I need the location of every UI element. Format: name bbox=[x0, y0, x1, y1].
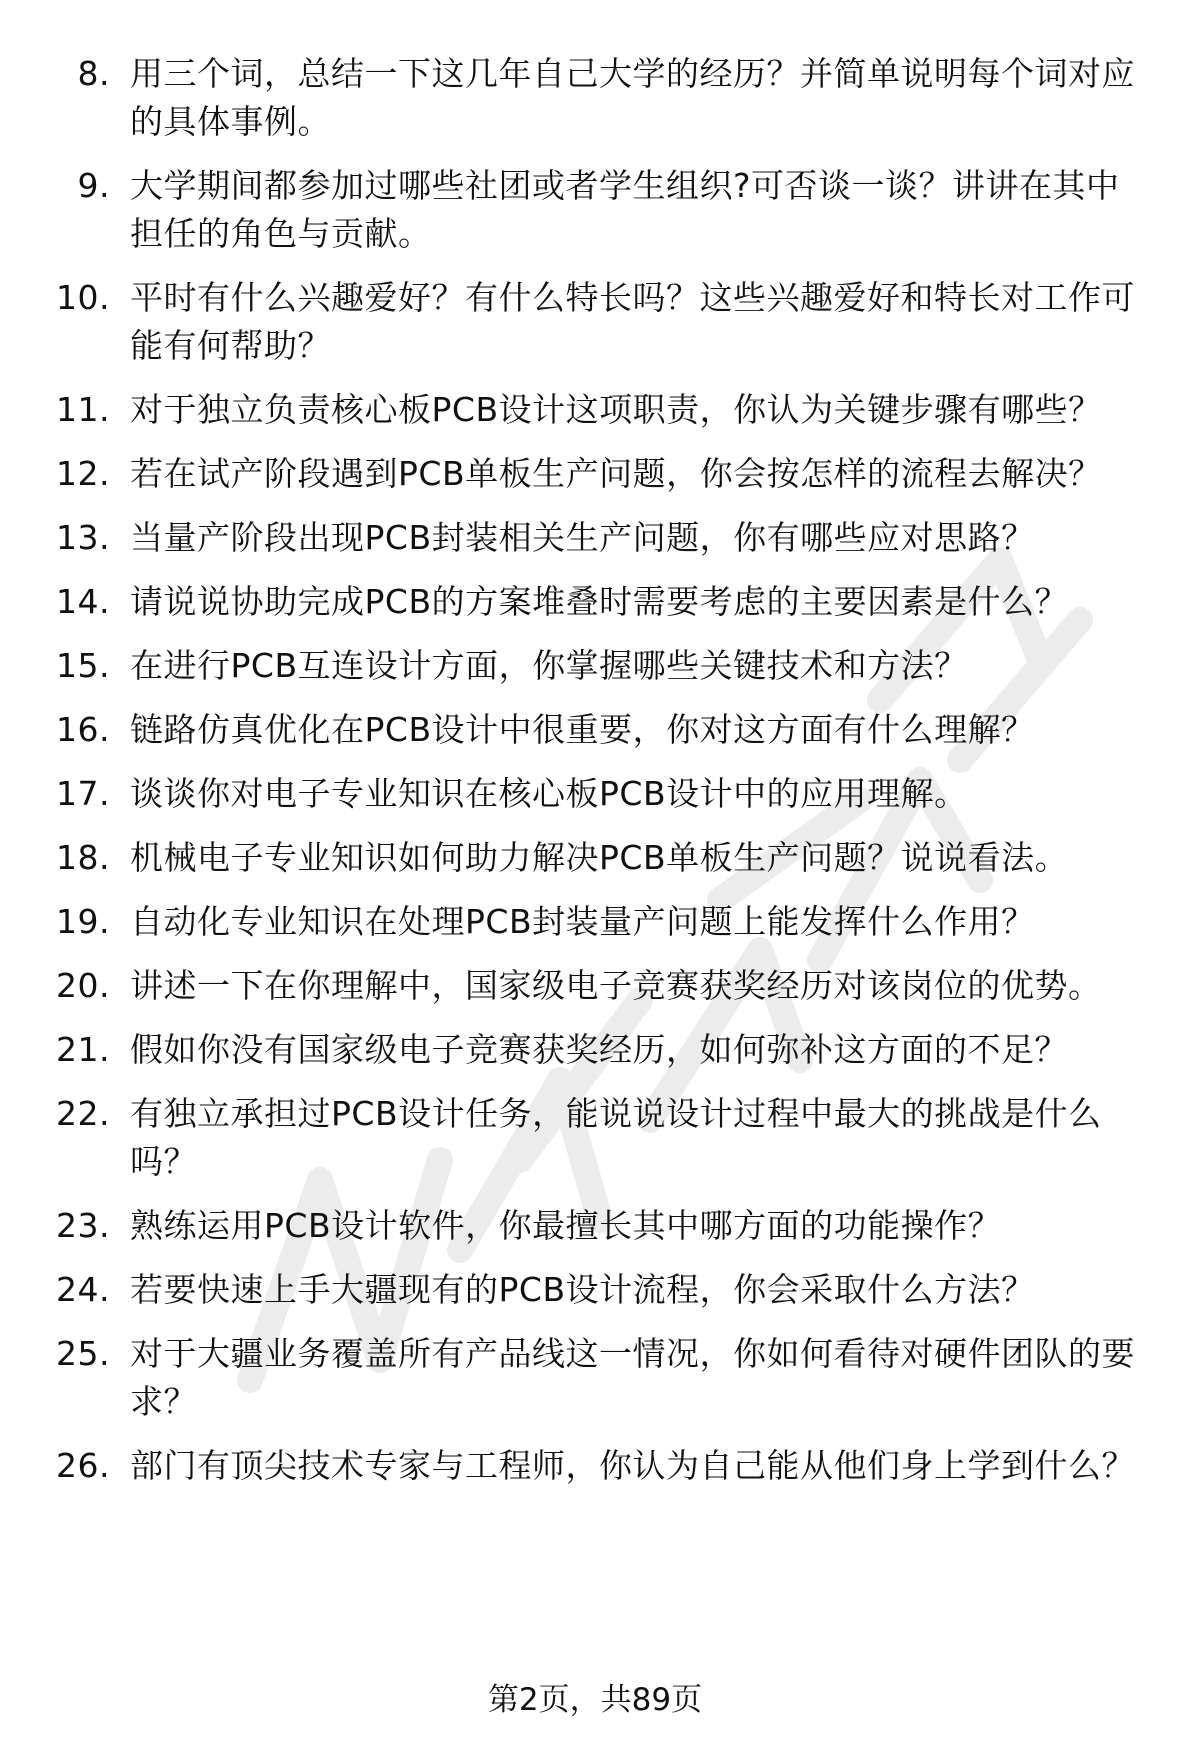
list-item bbox=[0, 1026, 1190, 1074]
question-number: 20. bbox=[56, 966, 110, 1005]
page-footer: 第2页，共89页 bbox=[487, 1682, 703, 1718]
question-text: 部门有顶尖技术专家与工程师，你认为自己能从他们身上学到什么？ bbox=[130, 1446, 1135, 1485]
question-number: 22. bbox=[56, 1094, 110, 1133]
question-text: 自动化专业知识在处理PCB封装量产问题上能发挥什么作用？ bbox=[130, 902, 1035, 941]
list-item bbox=[0, 962, 1190, 1010]
question-number: 23. bbox=[56, 1206, 110, 1245]
list-item bbox=[0, 50, 1190, 146]
list-item bbox=[0, 706, 1190, 754]
question-text: 谈谈你对电子专业知识在核心板PCB设计中的应用理解。 bbox=[130, 774, 968, 813]
list-item bbox=[0, 1202, 1190, 1250]
question-number: 19. bbox=[56, 902, 110, 941]
question-text: 熟练运用PCB设计软件，你最擅长其中哪方面的功能操作？ bbox=[130, 1206, 1002, 1245]
question-number: 10. bbox=[56, 278, 110, 317]
list-item bbox=[0, 514, 1190, 562]
question-text: 平时有什么兴趣爱好？有什么特长吗？这些兴趣爱好和特长对工作可能有何帮助？ bbox=[130, 278, 1135, 365]
question-number: 8. bbox=[77, 54, 110, 93]
question-number: 9. bbox=[77, 166, 110, 205]
list-item bbox=[0, 386, 1190, 434]
question-number: 16. bbox=[56, 710, 110, 749]
question-text: 对于独立负责核心板PCB设计这项职责，你认为关键步骤有哪些？ bbox=[130, 390, 1102, 429]
list-item bbox=[0, 274, 1190, 370]
question-number: 21. bbox=[56, 1030, 110, 1069]
list-item bbox=[0, 834, 1190, 882]
list-item bbox=[0, 1330, 1190, 1426]
question-text: 链路仿真优化在PCB设计中很重要，你对这方面有什么理解？ bbox=[130, 710, 1035, 749]
question-text: 对于大疆业务覆盖所有产品线这一情况，你如何看待对硬件团队的要求？ bbox=[130, 1334, 1135, 1421]
question-text: 若在试产阶段遇到PCB单板生产问题，你会按怎样的流程去解决？ bbox=[130, 454, 1102, 493]
list-item bbox=[0, 1090, 1190, 1186]
question-text: 请说说协助完成PCB的方案堆叠时需要考虑的主要因素是什么？ bbox=[130, 582, 1069, 621]
question-number: 26. bbox=[56, 1446, 110, 1485]
question-text: 用三个词，总结一下这几年自己大学的经历？并简单说明每个词对应的具体事例。 bbox=[130, 54, 1135, 141]
list-item bbox=[0, 1266, 1190, 1314]
question-number: 13. bbox=[56, 518, 110, 557]
list-item bbox=[0, 450, 1190, 498]
question-text: 当量产阶段出现PCB封装相关生产问题，你有哪些应对思路？ bbox=[130, 518, 1035, 557]
question-number: 15. bbox=[56, 646, 110, 685]
list-item bbox=[0, 898, 1190, 946]
question-list bbox=[0, 50, 1190, 1506]
question-number: 24. bbox=[56, 1270, 110, 1309]
list-item bbox=[0, 578, 1190, 626]
question-text: 大学期间都参加过哪些社团或者学生组织?可否谈一谈？讲讲在其中担任的角色与贡献。 bbox=[130, 166, 1120, 253]
question-text: 机械电子专业知识如何助力解决PCB单板生产问题？说说看法。 bbox=[130, 838, 1069, 877]
list-item bbox=[0, 1442, 1190, 1490]
question-number: 18. bbox=[56, 838, 110, 877]
list-item bbox=[0, 770, 1190, 818]
question-number: 17. bbox=[56, 774, 110, 813]
question-number: 12. bbox=[56, 454, 110, 493]
list-item bbox=[0, 162, 1190, 258]
question-text: 在进行PCB互连设计方面，你掌握哪些关键技术和方法？ bbox=[130, 646, 968, 685]
question-text: 讲述一下在你理解中，国家级电子竞赛获奖经历对该岗位的优势。 bbox=[130, 966, 1102, 1005]
question-number: 25. bbox=[56, 1334, 110, 1373]
list-item bbox=[0, 642, 1190, 690]
question-number: 14. bbox=[56, 582, 110, 621]
question-text: 若要快速上手大疆现有的PCB设计流程，你会采取什么方法？ bbox=[130, 1270, 1035, 1309]
question-text: 假如你没有国家级电子竞赛获奖经历，如何弥补这方面的不足？ bbox=[130, 1030, 1068, 1069]
question-number: 11. bbox=[56, 390, 110, 429]
question-text: 有独立承担过PCB设计任务，能说说设计过程中最大的挑战是什么吗？ bbox=[130, 1094, 1102, 1181]
